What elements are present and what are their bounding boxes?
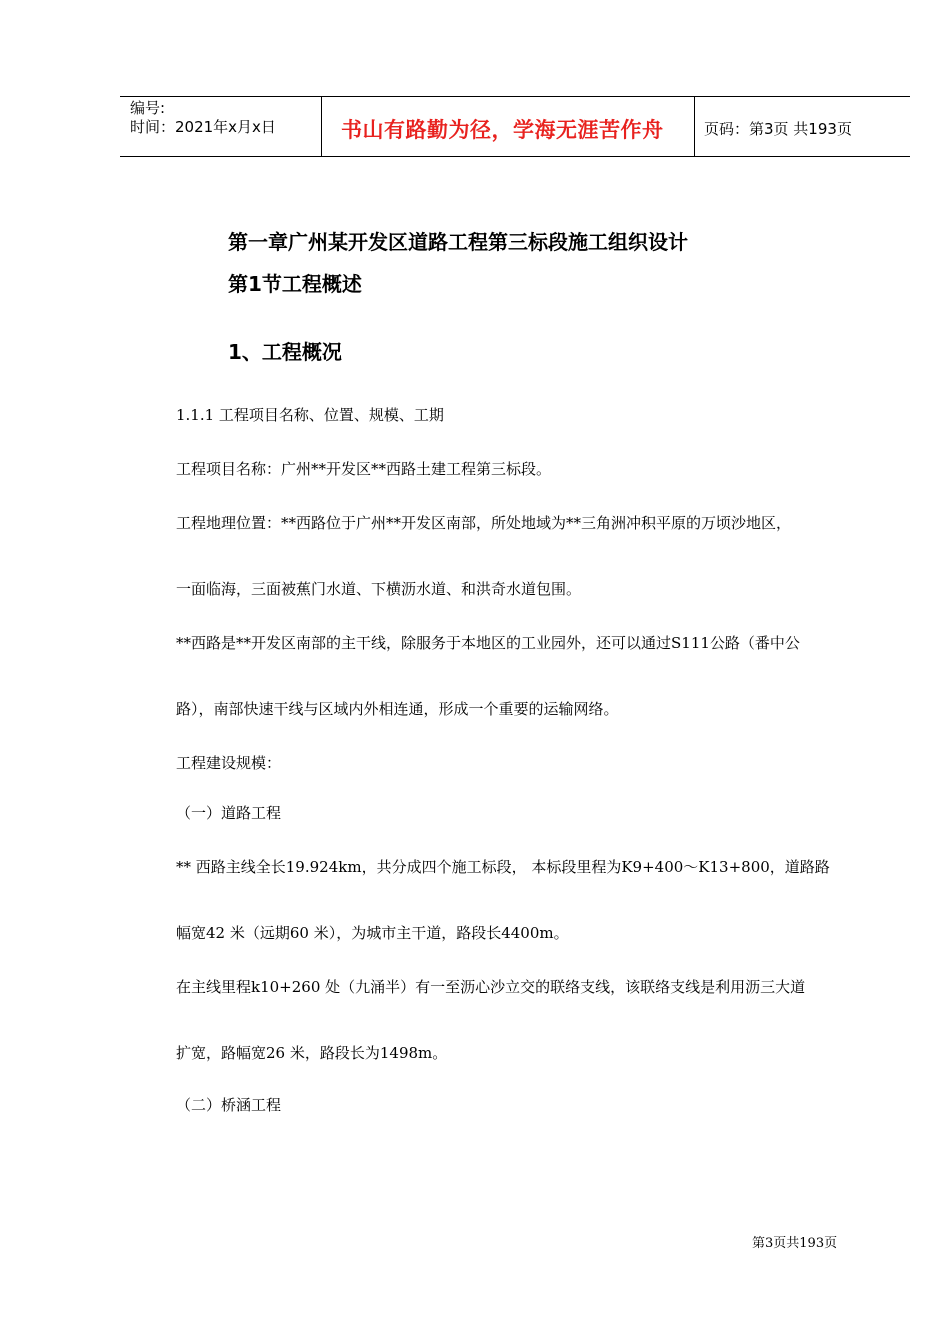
footer-page-number: 第3页共193页 bbox=[752, 1236, 838, 1251]
paragraph-line: **西路是**开发区南部的主干线，除服务于本地区的工业园外，还可以通过S111公路（番中公 bbox=[176, 634, 800, 652]
header-divider-right bbox=[694, 96, 695, 157]
header-motto: 书山有路勤为径，学海无涯苦作舟 bbox=[341, 118, 664, 142]
paragraph-line: 幅宽42 米（远期60 米），为城市主干道，路段长4400m。 bbox=[176, 924, 569, 942]
paragraph-line: 工程地理位置：**西路位于广州**开发区南部，所处地域为**三角洲冲积平原的万顷沙地区， bbox=[176, 514, 792, 532]
header-divider-left bbox=[321, 96, 322, 157]
paragraph-line: 工程建设规模： bbox=[176, 754, 282, 772]
header-page-label: 页码：第3页 共193页 bbox=[704, 120, 852, 138]
header-bottom-rule bbox=[120, 156, 910, 157]
paragraph-line: （一）道路工程 bbox=[176, 804, 282, 822]
header-time-label: 时间：2021年x月x日 bbox=[130, 118, 276, 136]
subsection-title: 1、工程概况 bbox=[228, 340, 342, 364]
paragraph-line: ** 西路主线全长19.924km，共分成四个施工标段， 本标段里程为K9+400～K13+800，道路路 bbox=[176, 858, 830, 876]
paragraph-line: 工程项目名称：广州**开发区**西路土建工程第三标段。 bbox=[176, 460, 552, 478]
paragraph-line: 一面临海，三面被蕉门水道、下横沥水道、和洪奇水道包围。 bbox=[176, 580, 582, 598]
section-title: 第1节工程概述 bbox=[228, 272, 362, 296]
paragraph-line: 在主线里程k10+260 处（九涌半）有一至沥心沙立交的联络支线，该联络支线是利用沥三大道 bbox=[176, 978, 806, 996]
paragraph-line: 扩宽，路幅宽26 米，路段长为1498m。 bbox=[176, 1044, 448, 1062]
paragraph-line: 1.1.1 工程项目名称、位置、规模、工期 bbox=[176, 406, 444, 424]
paragraph-line: 路），南部快速干线与区域内外相连通，形成一个重要的运输网络。 bbox=[176, 700, 619, 718]
paragraph-line: （二）桥涵工程 bbox=[176, 1096, 282, 1114]
header-number-label: 编号: bbox=[130, 99, 166, 117]
chapter-title: 第一章广州某开发区道路工程第三标段施工组织设计 bbox=[228, 230, 688, 254]
header-top-rule bbox=[120, 96, 910, 97]
